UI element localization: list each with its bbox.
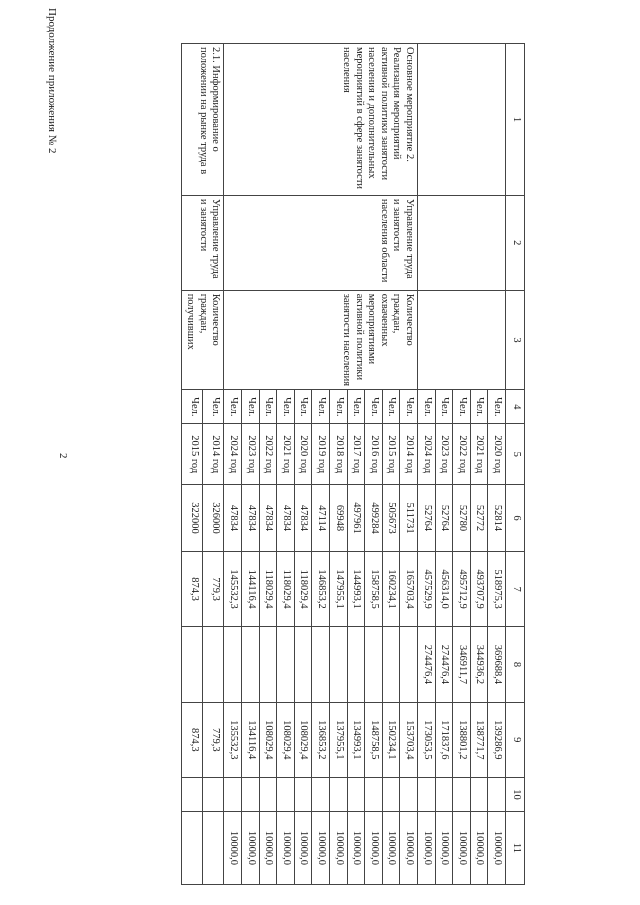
table-cell: 2015 год	[382, 424, 400, 485]
column-number-row	[506, 44, 525, 885]
table-cell	[365, 777, 383, 811]
table-cell	[242, 777, 260, 811]
column-header: 2	[506, 195, 525, 290]
column-header: 5	[506, 424, 525, 485]
table-cell	[418, 195, 506, 290]
table-cell: 47834	[259, 485, 277, 552]
table-cell	[181, 627, 202, 702]
table-cell: Чел.	[242, 390, 260, 424]
table-cell: 2021 год	[277, 424, 295, 485]
table-cell	[242, 627, 260, 702]
table-cell: 10000,0	[312, 811, 330, 884]
table-cell	[181, 777, 202, 811]
table-cell	[259, 777, 277, 811]
table-cell: 138801,2	[453, 702, 471, 777]
table-cell	[418, 777, 436, 811]
table-cell: Чел.	[294, 390, 312, 424]
table-cell: 153703,4	[400, 702, 418, 777]
table-cell: 779,3	[203, 702, 224, 777]
table-cell	[347, 627, 365, 702]
table-cell: Чел.	[259, 390, 277, 424]
table-cell: 2017 год	[347, 424, 365, 485]
table-cell: Чел.	[203, 390, 224, 424]
table-cell: 145532,3	[224, 551, 242, 626]
table-cell	[277, 777, 295, 811]
table-cell: Количество граждан, получивших	[181, 290, 224, 390]
table-cell: 499284	[365, 485, 383, 552]
table-cell: 369688,4	[488, 627, 506, 702]
table-cell	[453, 777, 471, 811]
column-header: 1	[506, 44, 525, 196]
appendix-label: Продолжение приложения № 2	[46, 8, 58, 154]
table-cell: 2023 год	[435, 424, 453, 485]
table-cell: 10000,0	[330, 811, 348, 884]
table-cell: 2015 год	[181, 424, 202, 485]
table-cell: 108029,4	[259, 702, 277, 777]
table-cell: Управление труда и занятости	[181, 195, 224, 290]
table-cell: 69948	[330, 485, 348, 552]
table-cell: 2023 год	[242, 424, 260, 485]
column-header: 3	[506, 290, 525, 390]
table-cell: 10000,0	[418, 811, 436, 884]
table-cell: 874,3	[181, 702, 202, 777]
table-cell	[435, 777, 453, 811]
table-cell: 2.1. Информирование о положении на рынке труда в	[181, 44, 224, 196]
table-cell: 457529,9	[418, 551, 436, 626]
table-cell: 10000,0	[382, 811, 400, 884]
table-cell	[203, 777, 224, 811]
table-cell: 52780	[453, 485, 471, 552]
table-cell: 165703,4	[400, 551, 418, 626]
table-cell: Управление труда и занятости населения области	[224, 195, 418, 290]
table-cell: 134116,4	[242, 702, 260, 777]
table-cell: 135532,3	[224, 702, 242, 777]
table-cell: 47834	[294, 485, 312, 552]
table-cell: 2018 год	[330, 424, 348, 485]
table-cell: 2016 год	[365, 424, 383, 485]
table-cell	[294, 777, 312, 811]
table-cell: Чел.	[470, 390, 488, 424]
table-cell: 52764	[418, 485, 436, 552]
table-cell: Чел.	[418, 390, 436, 424]
table-cell: 47834	[242, 485, 260, 552]
table-cell	[312, 777, 330, 811]
table-cell: Чел.	[435, 390, 453, 424]
table-cell	[400, 627, 418, 702]
table-cell: Количество граждан, охваченных мероприятиями активной политики занятости населения	[224, 290, 418, 390]
table-cell	[224, 777, 242, 811]
table-cell: 518975,3	[488, 551, 506, 626]
table-row	[203, 44, 224, 885]
table-cell: 147955,1	[330, 551, 348, 626]
table-cell: 456314,0	[435, 551, 453, 626]
table-cell: 47114	[312, 485, 330, 552]
table-row	[488, 44, 506, 885]
table-cell: 2014 год	[400, 424, 418, 485]
column-header: 7	[506, 551, 525, 626]
table-cell: 136853,2	[312, 702, 330, 777]
table-cell: 505673	[382, 485, 400, 552]
table-cell	[224, 627, 242, 702]
table-cell: 134993,1	[347, 702, 365, 777]
column-header: 6	[506, 485, 525, 552]
column-header: 9	[506, 702, 525, 777]
table-cell: Чел.	[277, 390, 295, 424]
table-cell: 2024 год	[224, 424, 242, 485]
table-cell: 495712,9	[453, 551, 471, 626]
table-cell: 138771,7	[470, 702, 488, 777]
column-header: 10	[506, 777, 525, 811]
table-cell	[330, 777, 348, 811]
table-cell: 497961	[347, 485, 365, 552]
table-cell: 148758,5	[365, 702, 383, 777]
table-cell	[400, 777, 418, 811]
table-cell: 10000,0	[365, 811, 383, 884]
table-cell: 779,3	[203, 551, 224, 626]
table-cell: 144993,1	[347, 551, 365, 626]
table-cell: 2024 год	[418, 424, 436, 485]
table-cell: 10000,0	[470, 811, 488, 884]
table-cell	[382, 627, 400, 702]
table-cell: 10000,0	[294, 811, 312, 884]
table-cell: 493707,9	[470, 551, 488, 626]
table-cell: Чел.	[382, 390, 400, 424]
table-cell	[382, 777, 400, 811]
table-cell: 150234,1	[382, 702, 400, 777]
table-cell: 108029,4	[294, 702, 312, 777]
table-body	[181, 44, 505, 885]
table-cell: 137955,1	[330, 702, 348, 777]
table-cell	[347, 777, 365, 811]
table-cell	[312, 627, 330, 702]
column-header: 11	[506, 811, 525, 884]
table-cell: Чел.	[365, 390, 383, 424]
table-cell: 47834	[277, 485, 295, 552]
table-cell: 346911,7	[453, 627, 471, 702]
table-cell: Основное мероприятие 2. Реализация мероприятий активной политики занятости населения и дополнительных мероприятий в сфере занятости населения	[224, 44, 418, 196]
table-cell: Чел.	[453, 390, 471, 424]
table-cell: 10000,0	[224, 811, 242, 884]
table-cell	[259, 627, 277, 702]
table-cell: 274476,4	[418, 627, 436, 702]
table-cell	[470, 777, 488, 811]
table-cell: 874,3	[181, 551, 202, 626]
table-cell	[418, 44, 506, 196]
table-cell	[330, 627, 348, 702]
table-cell: Чел.	[330, 390, 348, 424]
table-cell: 47834	[224, 485, 242, 552]
table-cell	[365, 627, 383, 702]
table-cell: Чел.	[312, 390, 330, 424]
page-number: 2	[57, 453, 69, 459]
table-cell: Чел.	[181, 390, 202, 424]
table-cell: 52764	[435, 485, 453, 552]
table-cell: 511731	[400, 485, 418, 552]
table-cell: 10000,0	[259, 811, 277, 884]
table-cell: 326000	[203, 485, 224, 552]
table-cell	[203, 811, 224, 884]
table-cell: 2020 год	[294, 424, 312, 485]
table-cell: 2022 год	[453, 424, 471, 485]
table-cell: 10000,0	[488, 811, 506, 884]
table-cell: 146853,2	[312, 551, 330, 626]
table-cell: Чел.	[488, 390, 506, 424]
table-cell: 2020 год	[488, 424, 506, 485]
table-cell	[181, 811, 202, 884]
table-cell: 10000,0	[435, 811, 453, 884]
table-cell: 139286,9	[488, 702, 506, 777]
table-cell: Чел.	[400, 390, 418, 424]
table-cell: 52772	[470, 485, 488, 552]
table-cell: 173053,5	[418, 702, 436, 777]
table-cell: 2014 год	[203, 424, 224, 485]
table-cell: 108029,4	[277, 702, 295, 777]
table-cell: 160234,1	[382, 551, 400, 626]
table-cell: Чел.	[224, 390, 242, 424]
table-cell: 118029,4	[294, 551, 312, 626]
rotated-table-container	[85, 43, 525, 885]
table-row	[400, 44, 418, 885]
column-header: 4	[506, 390, 525, 424]
table-cell	[294, 627, 312, 702]
table-cell: 274476,4	[435, 627, 453, 702]
column-header: 8	[506, 627, 525, 702]
table-cell: 10000,0	[453, 811, 471, 884]
table-cell	[418, 290, 506, 390]
table-cell: 158758,5	[365, 551, 383, 626]
table-cell: 10000,0	[347, 811, 365, 884]
table-cell: 144116,4	[242, 551, 260, 626]
table-cell: 171837,6	[435, 702, 453, 777]
table-cell	[277, 627, 295, 702]
table-cell: 2021 год	[470, 424, 488, 485]
table-cell	[488, 777, 506, 811]
table-cell: 322000	[181, 485, 202, 552]
table-cell	[203, 627, 224, 702]
table-cell: 10000,0	[242, 811, 260, 884]
table-cell: 2022 год	[259, 424, 277, 485]
table-cell: Чел.	[347, 390, 365, 424]
table-cell: 10000,0	[400, 811, 418, 884]
budget-table	[181, 43, 525, 885]
table-cell: 118029,4	[277, 551, 295, 626]
table-cell: 118029,4	[259, 551, 277, 626]
table-cell: 2019 год	[312, 424, 330, 485]
table-cell: 344936,2	[470, 627, 488, 702]
table-cell: 52814	[488, 485, 506, 552]
table-cell: 10000,0	[277, 811, 295, 884]
